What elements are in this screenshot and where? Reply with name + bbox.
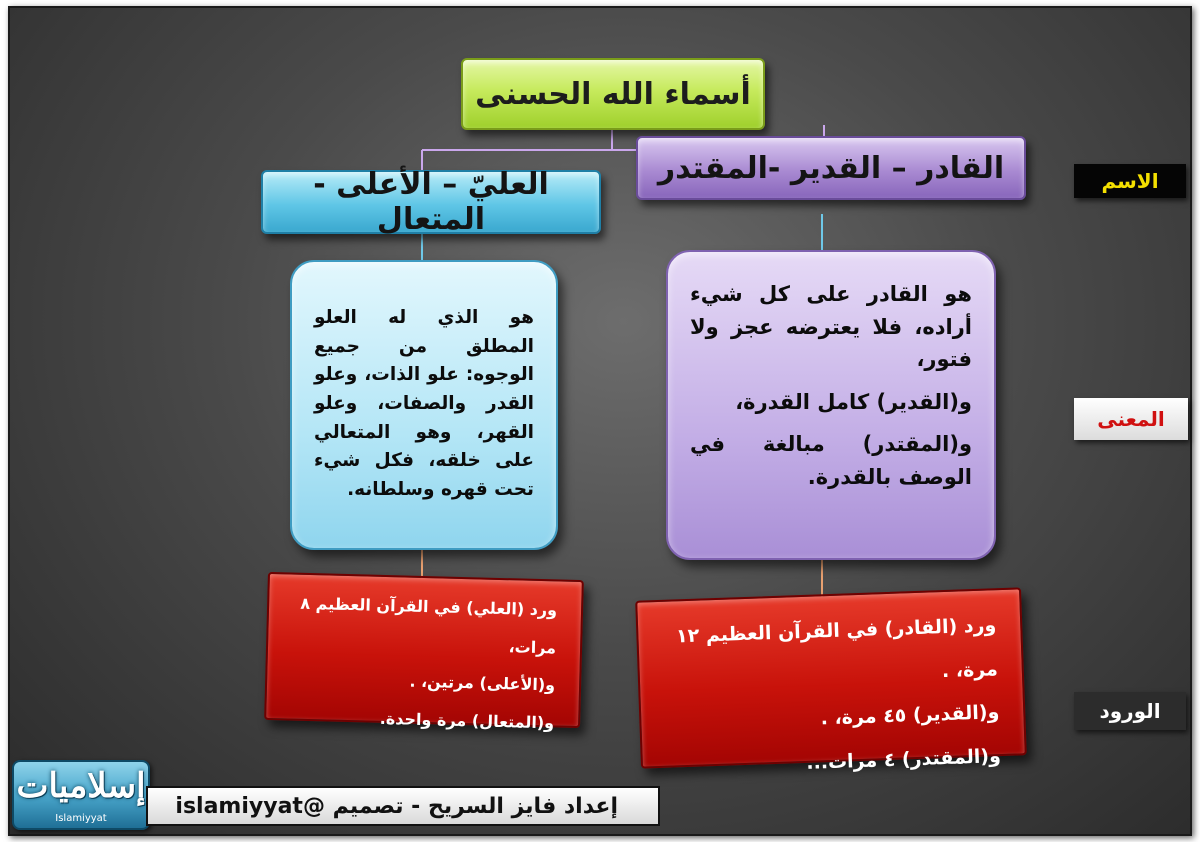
occurrence-qadir-line-3: و(المقتدر) ٤ مرات... — [805, 745, 1002, 774]
meaning-qadir-line-1: هو القادر على كل شيء أراده، فلا يعترضه عجز ولا فتور، — [690, 282, 972, 372]
logo-arabic-text: إسلاميات — [16, 766, 146, 806]
name-box-ali: العليّ – الأعلى - المتعال — [261, 170, 601, 234]
meaning-box-qadir — [666, 250, 996, 560]
meaning-box-ali — [290, 260, 558, 550]
meaning-ali-text: هو الذي له العلو المطلق من جميع الوجوه: علو الذات، وعلو القدر والصفات، وعلو القهر، وهو المتعالي على خلقه، فكل شيء تحت قهره وسلطانه. — [314, 307, 534, 501]
main-title: أسماء الله الحسنى — [461, 58, 765, 130]
credit-footer: إعداد فايز السريح - تصميم @islamiyyat — [146, 786, 660, 826]
occurrence-box-ali — [264, 572, 584, 733]
logo-latin-text: Islamiyyat — [55, 813, 107, 824]
occurrence-ali-line-1: ورد (العلي) في القرآن العظيم ٨ مرات، — [300, 593, 558, 658]
occurrence-ali-line-2: و(الأعلى) مرتين، . — [409, 671, 556, 695]
occurrence-qadir-line-1: ورد (القادر) في القرآن العظيم ١٢ مرة، . — [675, 614, 999, 682]
occurrence-qadir-line-2: و(القدير) ٤٥ مرة، . — [820, 701, 1000, 730]
name-box-qadir: القادر – القدير -المقتدر — [636, 136, 1026, 200]
occurrence-ali-line-3: و(المتعال) مرة واحدة. — [379, 708, 555, 733]
meaning-qadir-line-3: و(المقتدر) مبالغة في الوصف بالقدرة. — [690, 432, 972, 489]
row-label-name: الاسم — [1074, 164, 1186, 198]
row-label-meaning: المعنى — [1074, 398, 1188, 440]
row-label-occurrence: الورود — [1074, 692, 1186, 730]
occurrence-box-qadir — [635, 587, 1027, 774]
islamiyyat-logo — [12, 760, 150, 830]
meaning-qadir-line-2: و(القدير) كامل القدرة، — [735, 389, 972, 414]
